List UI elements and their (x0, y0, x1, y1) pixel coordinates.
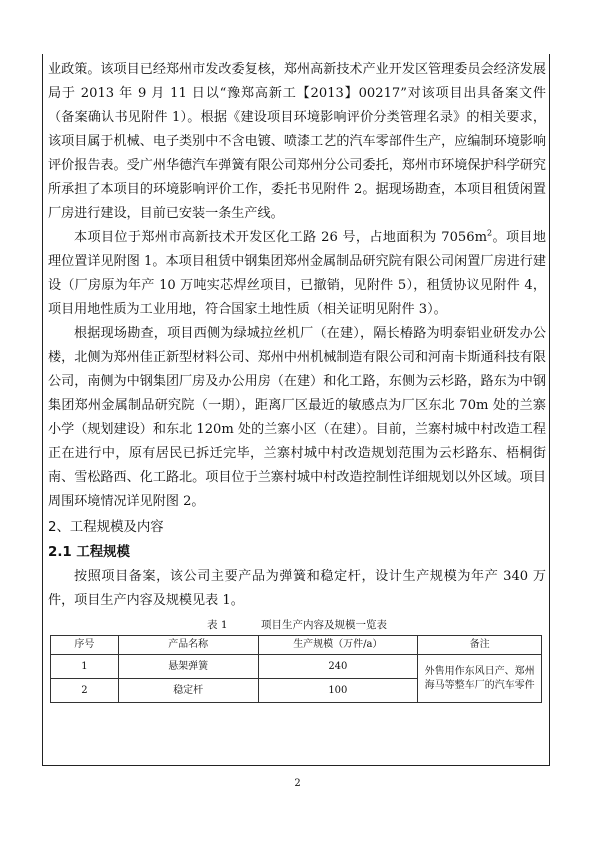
production-table (50, 635, 542, 703)
paragraph-2 (48, 226, 546, 322)
section-heading-2-1: 2.1 工程规模 (48, 545, 130, 560)
table-header-row (51, 636, 542, 655)
table-cell-scale: 240 (258, 655, 418, 679)
table-cell-remark: 外售用作东风日产、郑州海马等整车厂的汽车零件 (418, 655, 542, 703)
paragraph-2-text-b: 。项目地理位置详见附图 1。本项目租赁中钢集团郑州金属制品研究院有限公司闲置厂房进行建设（厂房原为年产 10 万吨实芯焊丝项目，已撤销，见附件 5），租赁协议见附件 4，项目用地性质为工业用地，符合国家土地性质（相关证明见附件 3）。 (48, 230, 547, 317)
table-cell-name: 稳定杆 (118, 679, 258, 703)
table-cell-no: 2 (51, 679, 119, 703)
table-caption: 表 1 项目生产内容及规模一览表 (207, 619, 387, 631)
area-unit-superscript: 2 (487, 228, 493, 238)
table-header-cell: 生产规模（万件/a） (258, 636, 418, 655)
table-row (51, 655, 542, 679)
table-header-cell: 序号 (51, 636, 119, 655)
paragraph-4: 按照项目备案，该公司主要产品为弹簧和稳定杆，设计生产规模为年产 340 万件，项目生产内容及规模见表 1。 (48, 569, 546, 608)
table-cell-name: 悬架弹簧 (118, 655, 258, 679)
paragraph-1: 业政策。该项目已经郑州市发改委复核，郑州高新技术产业开发区管理委员会经济发展局于 2013 年 9 月 11 日以“豫郑高新工【2013】00217”对该项目出具备案文件（备案确认书见附件 1）。根据《建设项目环境影响评价分类管理名录》的相关要求，该项目属于机械、电子类别中不含电镀、喷漆工艺的汽车零部件生产，应编制环境影响评价报告表。受广州华德汽车弹簧有限公司郑州分公司委托，郑州市环境保护科学研究所承担了本项目的环境影响评价工作，委托书见附件 2。据现场勘查，本项目租赁闲置厂房进行建设，目前已安装一条生产线。 (48, 62, 546, 221)
section-heading-2: 2、工程规模及内容 (48, 520, 164, 535)
table-cell-no: 1 (51, 655, 119, 679)
table-header-cell: 产品名称 (118, 636, 258, 655)
paragraph-2-text-a: 本项目位于郑州市高新技术开发区化工路 26 号，占地面积为 7056m (74, 230, 487, 245)
paragraph-3: 根据现场勘查，项目西侧为绿城拉丝机厂（在建），隔长椿路为明泰铝业研发办公楼，北侧为郑州佳正新型材料公司、郑州中州机械制造有限公司和河南卡斯通科技有限公司，南侧为中钢集团厂房及办公用房（在建）和化工路，东侧为云杉路，路东为中钢集团郑州金属制品研究院（一期），距离厂区最近的敏感点为厂区东北 70m 处的兰寨小学（规划建设）和东北 120m 处的兰寨小区（在建）。目前，兰寨村城中村改造工程正在进行中，原有居民已拆迁完毕，兰寨村城中村改造规划范围为云杉路东、梧桐街南、雪松路西、化工路北。项目位于兰寨村城中村改造控制性详细规划以外区域。项目周围环境情况详见附图 2。 (48, 326, 546, 509)
table-cell-scale: 100 (258, 679, 418, 703)
page-number: 2 (294, 778, 301, 789)
table-header-cell: 备注 (418, 636, 542, 655)
document-body (48, 58, 546, 703)
